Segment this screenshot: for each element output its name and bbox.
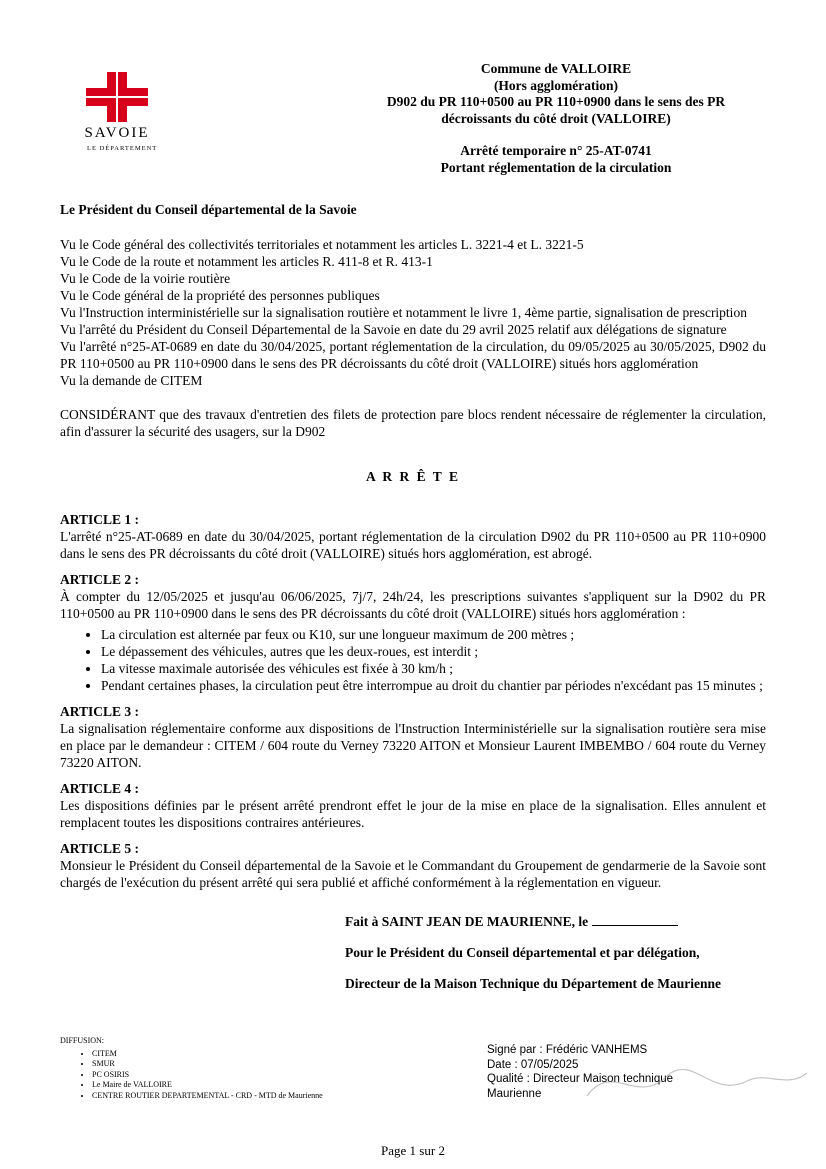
logo-title: SAVOIE — [84, 125, 150, 141]
stamp-date: Date : 07/05/2025 — [487, 1058, 579, 1071]
article-5 — [60, 840, 766, 891]
article-3 — [60, 703, 766, 771]
article-1-text: L'arrêté n°25-AT-0689 en date du 30/04/2025, portant réglementation de la circulation D902 du PR 110+0500 au PR 110+0900 dans le sens des PR décroissants du côté droit (VALLOIRE) situés hors agglomération, est abrogé. — [60, 529, 766, 561]
article-4 — [60, 780, 766, 831]
director-line: Directeur de la Maison Technique du Département de Maurienne — [345, 976, 721, 991]
article-2-bullets — [60, 626, 766, 694]
header-road-line-1: D902 du PR 110+0500 au PR 110+0900 dans le sens des PR — [386, 94, 726, 109]
diffusion-item: • SMUR — [92, 1059, 323, 1070]
article-4-title: ARTICLE 4 : — [60, 781, 140, 796]
vu-line: Vu le Code de la route et notamment les articles R. 411-8 et R. 413-1 — [60, 254, 433, 269]
president-heading: Le Président du Conseil départemental de la Savoie — [60, 202, 357, 217]
stamp-signed-by: Signé par : Frédéric VANHEMS — [487, 1044, 648, 1056]
logo-subtitle — [84, 145, 158, 152]
date-blank-line — [592, 914, 678, 926]
diffusion-item: • PC OSIRIS — [92, 1070, 323, 1081]
fait-line — [345, 913, 766, 930]
bullet-item: • La vitesse maximale autorisée des véhicules est fixée à 30 km/h ; — [101, 660, 766, 677]
vu-line: Vu l'Instruction interministérielle sur la signalisation routière et notamment le livre 1, 4ème partie, signalisation de prescription — [60, 305, 747, 320]
savoie-logo — [84, 72, 158, 152]
article-2 — [60, 571, 766, 694]
bullet-item: • Le dépassement des véhicules, autres que les deux-roues, est interdit ; — [101, 643, 766, 660]
considerant-paragraph: CONSIDÉRANT que des travaux d'entretien des filets de protection pare blocs rendent nécessaire de réglementer la circulation, afin d'assurer la sécurité des usagers, sur la D902 — [60, 407, 766, 439]
arrete-subject-line: Portant réglementation de la circulation — [440, 159, 672, 175]
vu-block — [60, 236, 766, 389]
article-3-text: La signalisation réglementaire conforme aux dispositions de l'Instruction Interministérielle sur la signalisation routière sera mise en place par le demandeur : CITEM / 604 route du Verney 73220 AITON et Monsieur Laurent IMBEMBO / 604 route du Verney 73220 AITON. — [60, 721, 766, 770]
stamp-quality-line-1: Qualité : Directeur Maison technique — [487, 1073, 674, 1085]
vu-line: Vu le Code général des collectivités territoriales et notamment les articles L. 3221-4 et L. 3221-5 — [60, 237, 584, 252]
article-2-text: À compter du 12/05/2025 et jusqu'au 06/06/2025, 7j/7, 24h/24, les prescriptions suivantes s'appliquent sur la D902 du PR 110+0500 au PR 110+0900 dans le sens des PR décroissants du côté droit (VALLOIRE) situés hors agglomération : — [60, 589, 766, 621]
diffusion-block — [60, 1036, 323, 1101]
arrete-title: A R R Ê T E — [366, 469, 460, 484]
logo-subtitle-text: LE DÉPARTEMENT — [87, 145, 158, 152]
arrete-number-line: Arrêté temporaire n° 25-AT-0741 — [460, 143, 652, 158]
article-5-title: ARTICLE 5 : — [60, 841, 140, 856]
header-agglomeration-line: (Hors agglomération) — [493, 77, 619, 93]
fait-line-text: Fait à SAINT JEAN DE MAURIENNE, le — [345, 914, 589, 929]
arrete-reference — [330, 143, 782, 176]
signature-stamp — [487, 1043, 673, 1101]
diffusion-item: • CENTRE ROUTIER DEPARTEMENTAL - CRD - MTD de Maurienne — [92, 1091, 323, 1102]
article-3-title: ARTICLE 3 : — [60, 704, 140, 719]
diffusion-item: • Le Maire de VALLOIRE — [92, 1080, 323, 1091]
vu-line: Vu la demande de CITEM — [60, 373, 203, 388]
article-1-title: ARTICLE 1 : — [60, 512, 140, 527]
diffusion-list — [60, 1049, 323, 1102]
article-2-title: ARTICLE 2 : — [60, 572, 140, 587]
header-road-line-2: décroissants du côté droit (VALLOIRE) — [441, 110, 671, 126]
document-body — [60, 201, 766, 1006]
article-5-text: Monsieur le Président du Conseil départemental de la Savoie et le Commandant du Groupement de gendarmerie de la Savoie sont chargés de l'exécution du présent arrêté qui sera publié et affiché conformément à la réglementation en vigueur. — [60, 858, 766, 890]
bullet-item: • Pendant certaines phases, la circulation peut être interrompue au droit du chantier par périodes n'excédant pas 15 minutes ; — [101, 677, 766, 694]
article-1 — [60, 511, 766, 562]
vu-line: Vu le Code de la voirie routière — [60, 271, 231, 286]
savoie-cross-icon — [86, 72, 148, 122]
articles-section — [60, 511, 766, 891]
signature-block — [345, 913, 766, 992]
vu-line: Vu l'arrêté n°25-AT-0689 en date du 30/04/2025, portant réglementation de la circulation, du 09/05/2025 au 30/05/2025, D902 du PR 110+0500 au PR 110+0900 dans le sens des PR décroissants du côté droit (VALLOIRE) situés hors agglomération — [60, 339, 766, 371]
vu-line: Vu le Code général de la propriété des personnes publiques — [60, 288, 380, 303]
document-header — [330, 61, 782, 176]
article-4-text: Les dispositions définies par le présent arrêté prendront effet le jour de la mise en place de la signalisation. Elles annulent et remplacent toutes les dispositions contraires antérieures. — [60, 798, 766, 830]
stamp-quality-line-2: Maurienne — [487, 1087, 542, 1100]
bullet-item: • La circulation est alternée par feux ou K10, sur une longueur maximum de 200 mètres ; — [101, 626, 766, 643]
diffusion-title: DIFFUSION: — [60, 1036, 105, 1045]
diffusion-item: • CITEM — [92, 1049, 323, 1060]
header-commune-line: Commune de VALLOIRE — [480, 61, 632, 76]
delegation-line: Pour le Président du Conseil départemental et par délégation, — [345, 945, 700, 960]
vu-line: Vu l'arrêté du Président du Conseil Départemental de la Savoie en date du 29 avril 2025 relatif aux délégations de signature — [60, 322, 727, 337]
page-number: Page 1 sur 2 — [381, 1143, 445, 1158]
